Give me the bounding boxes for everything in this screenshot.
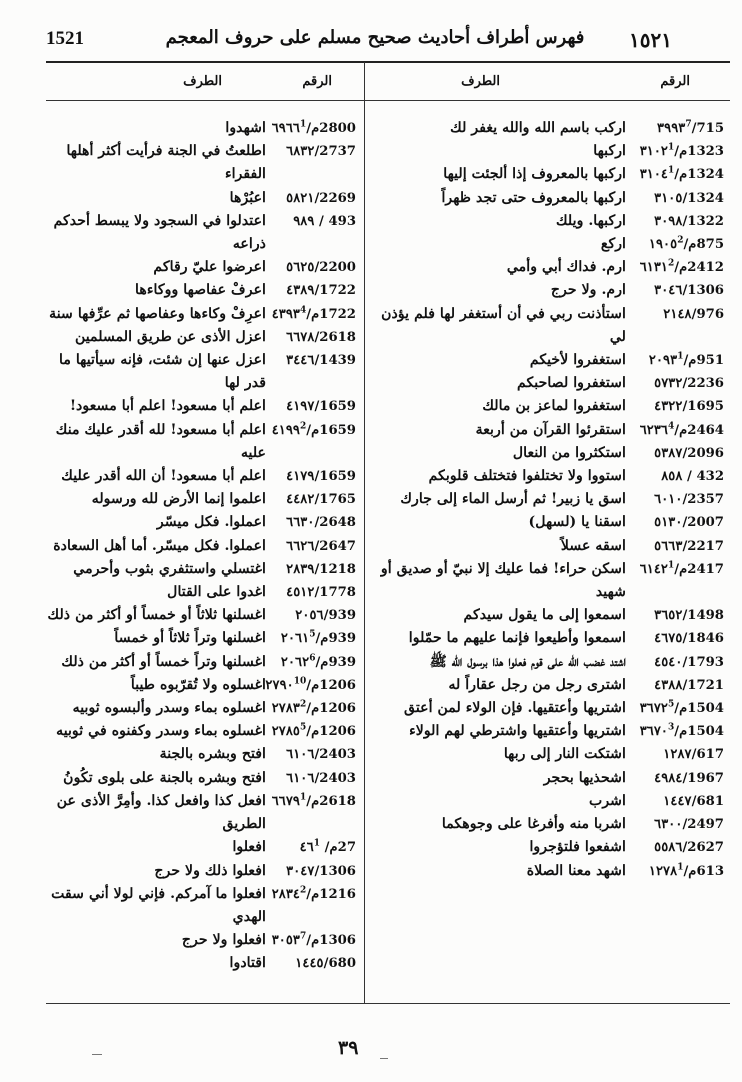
- entry-number-value: 1206م/٢٧٩٠: [265, 677, 356, 693]
- index-entry: [366, 349, 730, 372]
- index-entry: [46, 349, 362, 395]
- entry-number: [632, 256, 730, 279]
- entry-number-value: 2412م/٦١٣١: [639, 260, 724, 276]
- index-entry: [366, 210, 730, 233]
- entry-number-value: 951م/٢٠٩٣: [648, 353, 724, 369]
- entry-number: [632, 419, 730, 442]
- entry-number: [272, 187, 362, 210]
- entry-superscript: 1: [300, 119, 307, 130]
- entry-number: [272, 952, 362, 975]
- index-entry: [46, 488, 362, 511]
- entry-text: ارم. ولا حرج: [550, 282, 626, 299]
- entry-number: [632, 860, 730, 883]
- index-entry: [46, 465, 362, 488]
- entry-text: اغسلنها وتراً خمساً أو أكثر من ذلك: [61, 653, 266, 670]
- entry-text: اشهدوا: [225, 120, 266, 136]
- entry-number: [632, 187, 730, 210]
- entry-number: [272, 790, 362, 836]
- index-entry: [366, 651, 730, 674]
- entry-number-value: 2200/٥٦٢٥: [286, 260, 356, 276]
- entry-number-value: 2236/٥٧٣٢: [654, 376, 724, 392]
- entry-number: [632, 279, 730, 302]
- entry-text: اغسلوه بماء وسدر وألبسوه ثوبيه: [72, 700, 266, 717]
- entry-number: [632, 767, 730, 790]
- entry-superscript: 2: [300, 699, 307, 710]
- entry-number-value: 1206م/٢٧٨٣: [271, 701, 356, 717]
- entry-text: اشهد معنا الصلاة: [526, 862, 626, 879]
- entry-number: [632, 349, 730, 372]
- entry-text: اعلم أبا مسعود! اعلم أبا مسعود!: [69, 398, 266, 415]
- entry-text: استأذنت ربي في أن أستغفر لها فلم يؤذن لي: [381, 305, 626, 345]
- entry-superscript: 7: [300, 931, 307, 942]
- entry-number: [272, 836, 362, 859]
- index-entry: [46, 604, 362, 627]
- entry-text: اشربا منه وأفرغا على وجوهكما: [441, 816, 626, 833]
- entry-text: اغسلنها ثلاثاً أو خمساً أو أكثر من ذلك: [47, 607, 266, 624]
- entry-text: اعلم أبا مسعود! لله أقدر عليك منك عليه: [55, 421, 266, 461]
- index-entry: [366, 117, 730, 140]
- entry-number-value: 1306م/٣٠٥٣: [271, 933, 356, 949]
- index-entry: [46, 581, 362, 604]
- scan-mark: [92, 1054, 102, 1055]
- entry-text: اغسلوه بماء وسدر وكفنوه في ثوبيه: [56, 723, 266, 740]
- index-entry: [46, 535, 362, 558]
- entry-number: [272, 651, 362, 674]
- entry-list-right: [366, 100, 730, 883]
- entry-number: [632, 535, 730, 558]
- entry-number: [272, 767, 362, 790]
- entry-number: [272, 488, 362, 511]
- entry-number-value: 939م/٢٠٦٢: [280, 654, 356, 670]
- entry-number: [272, 279, 362, 302]
- entry-number: [632, 488, 730, 511]
- entry-text: اغسلوه ولا تُقرّبوه طيباً: [130, 676, 266, 693]
- entry-superscript: 1: [668, 560, 675, 571]
- entry-text: اعرفْ عفاصها ووكاءها: [135, 282, 266, 299]
- entry-superscript: 5: [309, 630, 316, 641]
- entry-number-value: 2007/٥١٣٠: [654, 515, 724, 531]
- entry-superscript: 2: [300, 885, 307, 896]
- index-entry: [366, 256, 730, 279]
- entry-number: [272, 627, 362, 650]
- entry-text: استغفروا لأخيكم: [529, 352, 626, 369]
- entry-text: اشترى رجل من رجل عقاراً له: [448, 676, 626, 693]
- index-entry: [366, 187, 730, 210]
- entry-number-value: 2096/٥٣٨٧: [654, 445, 724, 461]
- index-entry: [46, 187, 362, 210]
- entry-number: [272, 256, 362, 279]
- entry-number-value: 613م/١٢٧٨: [648, 863, 724, 879]
- entry-number: [272, 465, 362, 488]
- entry-text: اشفعوا فلتؤجروا: [529, 839, 626, 856]
- index-entry: [366, 511, 730, 534]
- entry-text: اركب باسم الله والله يغفر لك: [450, 120, 626, 136]
- entry-number-value: 1793/٤٥٤٠: [654, 654, 724, 670]
- index-column-left: [46, 62, 362, 1002]
- entry-number-value: 1778/٤٥١٢: [286, 585, 356, 601]
- index-entry: [366, 860, 730, 883]
- entry-number: [632, 303, 730, 349]
- scan-mark: [380, 1058, 388, 1059]
- index-entry: [46, 952, 362, 975]
- entry-number-value: 1722م/٤٣٩٣: [271, 306, 356, 322]
- entry-number-value: 2618/٦٦٧٨: [286, 329, 356, 345]
- entry-superscript: 5: [668, 699, 675, 710]
- index-entry: [46, 627, 362, 650]
- entry-number-value: 2648/٦٦٣٠: [286, 515, 356, 531]
- entry-superscript: 6: [309, 653, 316, 664]
- entry-number-value: 1721/٤٣٨٨: [654, 677, 724, 693]
- entry-number-value: 715/٣٩٩٣: [657, 121, 724, 136]
- entry-number-value: 2464م/٦٢٣٦: [639, 422, 724, 438]
- index-entry: [46, 256, 362, 279]
- footer-page-number: ٣٩: [338, 1037, 359, 1059]
- entry-number-value: 1659م/٤١٩٩: [271, 422, 356, 438]
- entry-text: استكثروا من النعال: [512, 444, 626, 461]
- entry-number-value: 1306/٣٠٤٦: [654, 283, 724, 299]
- entry-text: اركبها: [593, 143, 626, 160]
- entry-text: اعلموا إنما الأرض لله ورسوله: [91, 491, 266, 508]
- entry-text: ارم. فداك أبي وأمي: [506, 259, 626, 276]
- entry-number-value: 27م/ ٤٦: [299, 840, 356, 856]
- entry-number-value: 939م/٢٠٦١: [280, 631, 356, 647]
- entry-list-left: [46, 100, 362, 976]
- entry-number: [272, 349, 362, 395]
- entry-text: اغتسلي واستثفري بثوب وأحرمي: [73, 560, 266, 577]
- entry-number: [272, 883, 362, 929]
- entry-text: اشتد غضب الله على قوم فعلوا هذا برسول الله ﷺ: [429, 653, 626, 670]
- entry-superscript: 1: [677, 862, 684, 873]
- entry-text: استووا ولا تختلفوا فتختلف قلوبكم: [428, 468, 626, 485]
- entry-number-value: 432 / ٨٥٨: [661, 469, 724, 485]
- entry-number-value: 2737/٦٨٣٢: [286, 144, 356, 160]
- entry-text: اغدوا على القتال: [167, 584, 266, 601]
- text-column-header: الطرف: [183, 74, 222, 89]
- entry-number-value: 1216م/٢٨٣٤: [271, 886, 356, 902]
- index-entry: [46, 558, 362, 581]
- entry-text: اشتريها وأعتقيها واشترطي لهم الولاء: [409, 723, 626, 740]
- entry-number-value: 617/١٢٨٧: [663, 747, 724, 763]
- entry-number-value: 681/١٤٤٧: [663, 793, 724, 809]
- index-entry: [46, 860, 362, 883]
- entry-superscript: 4: [668, 421, 675, 432]
- entry-text: اعرِفْ وكاءها وعفاصها ثم عرِّفها سنة: [49, 305, 266, 322]
- entry-number: [272, 720, 362, 743]
- entry-number-value: 1967/٤٩٨٤: [654, 770, 724, 786]
- entry-text: اشحذيها بحجر: [543, 769, 626, 786]
- entry-superscript: 7: [685, 119, 692, 130]
- entry-text: افتح وبشره بالجنة على بلوى تكُونُ: [63, 769, 266, 786]
- entry-number: [632, 233, 730, 256]
- index-entry: [366, 419, 730, 442]
- entry-number-value: 1322/٣٠٩٨: [654, 213, 724, 229]
- index-entry: [366, 604, 730, 627]
- entry-number-value: 2357/٦٠١٠: [654, 492, 724, 508]
- entry-number: [272, 860, 362, 883]
- entry-number: [272, 395, 362, 418]
- entry-number: [632, 697, 730, 720]
- index-entry: [46, 303, 362, 326]
- index-entry: [366, 140, 730, 163]
- entry-number-value: 1695/٤٣٢٢: [654, 399, 724, 415]
- index-entry: [366, 743, 730, 766]
- entry-text: اسقه عسلاً: [560, 537, 626, 554]
- entry-number-value: 1659/٤١٧٩: [286, 469, 356, 485]
- entry-number-value: 1439/٣٤٤٦: [286, 353, 356, 369]
- entry-number: [272, 535, 362, 558]
- index-entry: [46, 117, 362, 140]
- entry-number-value: 2269/٥٨٢١: [286, 190, 356, 206]
- index-entry: [366, 674, 730, 697]
- entry-number: [272, 419, 362, 465]
- entry-text: اركبها بالمعروف حتى تجد ظهراً: [441, 189, 626, 206]
- entry-number: [272, 929, 362, 952]
- entry-text: اركبها بالمعروف إذا ألجئت إليها: [443, 166, 626, 183]
- index-entry: [366, 442, 730, 465]
- index-entry: [366, 767, 730, 790]
- number-column-header: الرقم: [660, 74, 690, 89]
- entry-superscript: 1: [300, 792, 307, 803]
- text-column-header: الطرف: [461, 74, 500, 89]
- entry-superscript: 3: [668, 722, 675, 733]
- entry-number: [272, 326, 362, 349]
- entry-superscript: 2: [668, 258, 675, 269]
- entry-text: افعلوا ولا حرج: [181, 932, 266, 949]
- column-divider: [364, 62, 365, 1003]
- entry-number: [632, 442, 730, 465]
- entry-number: [632, 651, 730, 674]
- entry-text: اسمعوا إلى ما يقول سيدكم: [463, 607, 626, 624]
- index-entry: [366, 465, 730, 488]
- page-number-latin: 1521: [46, 28, 84, 49]
- entry-number-value: 1324/٣١٠٥: [654, 190, 724, 206]
- entry-number: [632, 210, 730, 233]
- entry-text: اسكن حراء! فما عليك إلا نبيّ أو صديق أو شهيد: [380, 560, 626, 601]
- entry-superscript: 4: [300, 305, 307, 316]
- entry-number-value: 1722/٤٣٨٩: [286, 283, 356, 299]
- entry-number: [632, 372, 730, 395]
- entry-number-value: 1504م/٣٦٧٢: [639, 701, 724, 717]
- index-entry: [366, 233, 730, 256]
- column-header-right: [366, 62, 730, 100]
- entry-number-value: 1659/٤١٩٧: [286, 399, 356, 415]
- entry-number-value: 2627/٥٥٨٦: [654, 840, 724, 856]
- index-entry: [366, 627, 730, 650]
- entry-number-value: 1206م/٢٧٨٥: [271, 724, 356, 740]
- index-entry: [46, 511, 362, 534]
- entry-text: افعلوا ذلك ولا حرج: [154, 862, 266, 879]
- entry-number: [632, 140, 730, 163]
- entry-number: [632, 395, 730, 418]
- entry-number-value: 2647/٦٦٢٦: [286, 538, 356, 554]
- entry-number-value: 875م/١٩٠٥: [648, 237, 724, 253]
- entry-number-value: 939/٢٠٥٦: [295, 608, 356, 624]
- index-entry: [46, 790, 362, 836]
- entry-text: اعلم أبا مسعود! أن الله أقدر عليك: [61, 468, 266, 485]
- index-entry: [366, 813, 730, 836]
- index-entry: [46, 697, 362, 720]
- entry-number-value: 2403/٦١٠٦: [286, 770, 356, 786]
- index-entry: [366, 720, 730, 743]
- index-entry: [366, 558, 730, 604]
- entry-text: اشرب: [588, 792, 626, 809]
- entry-text: اعملوا. فكل ميسّر: [156, 514, 266, 531]
- index-entry: [46, 929, 362, 952]
- entry-number-value: 1765/٤٤٨٢: [286, 492, 356, 508]
- index-entry: [366, 279, 730, 302]
- table-bottom-rule: [46, 1003, 730, 1004]
- entry-text: اعرضوا عليّ رقاكم: [153, 259, 266, 276]
- entry-number: [632, 720, 730, 743]
- entry-number: [272, 140, 362, 186]
- index-entry: [366, 488, 730, 511]
- entry-text: اغسلنها وتراً ثلاثاً أو خمساً: [114, 630, 266, 647]
- number-column-header: الرقم: [302, 74, 332, 89]
- entry-superscript: 1: [313, 838, 321, 849]
- entry-number-value: 1323م/٣١٠٢: [639, 144, 724, 160]
- index-entry: [46, 674, 362, 697]
- entry-number: [632, 465, 730, 488]
- running-title: فهرس أطراف أحاديث صحيح مسلم على حروف المعجم: [165, 27, 585, 48]
- entry-superscript: 10: [293, 676, 307, 687]
- entry-number-value: 1306/٣٠٤٧: [286, 863, 356, 879]
- index-entry: [46, 210, 362, 256]
- entry-number: [632, 743, 730, 766]
- entry-number: [272, 511, 362, 534]
- entry-number-value: 493 / ٩٨٩: [293, 213, 356, 229]
- entry-superscript: 1: [668, 166, 675, 177]
- entry-text: اعملوا. فكل ميسّر. أما أهل السعادة: [53, 537, 266, 554]
- entry-text: اعتدلوا في السجود ولا يبسط أحدكم ذراعه: [53, 212, 266, 253]
- entry-number-value: 2618م/٦٦٧٩: [271, 793, 356, 809]
- page-number-arabic: ١٥٢١: [629, 28, 672, 52]
- entry-number: [632, 558, 730, 604]
- entry-number: [632, 627, 730, 650]
- entry-superscript: 2: [677, 235, 684, 246]
- entry-superscript: 1: [677, 351, 684, 362]
- entry-text: اطلعتُ في الجنة فرأيت أكثر أهلها الفقراء: [66, 143, 266, 183]
- entry-number: [632, 813, 730, 836]
- entry-number: [272, 743, 362, 766]
- page-header: [0, 0, 742, 62]
- entry-text: افعل كذا وافعل كذا. وأمِرَّ الأذى عن الطريق: [56, 792, 266, 833]
- index-entry: [366, 535, 730, 558]
- index-entry: [46, 326, 362, 349]
- entry-number-value: 2417م/٦١٤٢: [639, 561, 724, 577]
- index-entry: [366, 395, 730, 418]
- index-entry: [46, 767, 362, 790]
- index-column-right: [366, 62, 730, 1002]
- entry-text: استقرئوا القرآن من أربعة: [475, 421, 626, 438]
- entry-number: [272, 210, 362, 256]
- index-entry: [366, 697, 730, 720]
- entry-superscript: 1: [668, 142, 675, 153]
- entry-number: [632, 117, 730, 140]
- entry-number: [272, 604, 362, 627]
- entry-text: استغفروا لصاحبكم: [517, 375, 626, 392]
- entry-number: [632, 674, 730, 697]
- entry-number: [272, 697, 362, 720]
- column-header-left: [46, 62, 362, 100]
- entry-number: [272, 581, 362, 604]
- entry-text: اشتكت النار إلى ربها: [503, 746, 626, 763]
- entry-text: اعزل الأذى عن طريق المسلمين: [74, 328, 266, 345]
- index-entry: [46, 836, 362, 859]
- entry-text: اركبها. ويلك: [555, 212, 626, 229]
- entry-text: افعلوا ما آمركم. فإني لولا أني سقت الهدي: [51, 885, 266, 925]
- entry-number-value: 2403/٦١٠٦: [286, 747, 356, 763]
- entry-text: اسق يا زبير! ثم أرسل الماء إلى جارك: [400, 491, 626, 508]
- index-entry: [366, 303, 730, 349]
- entry-number-value: 1498/٣٦٥٢: [654, 608, 724, 624]
- entry-number-value: 1218/٢٨٣٩: [286, 561, 356, 577]
- entry-number: [272, 558, 362, 581]
- index-entry: [46, 883, 362, 929]
- entry-number-value: 1504م/٣٦٧٠: [639, 724, 724, 740]
- index-entry: [366, 836, 730, 859]
- entry-text: اعزل عنها إن شئت، فإنه سيأتيها ما قدر لها: [59, 352, 266, 392]
- entry-number: [272, 117, 362, 140]
- entry-text: اسمعوا وأطيعوا فإنما عليهم ما حمّلوا: [408, 630, 626, 647]
- entry-text: افعلوا: [232, 839, 266, 856]
- entry-number: [272, 303, 362, 326]
- index-entry: [46, 651, 362, 674]
- index-entry: [46, 395, 362, 418]
- index-entry: [46, 419, 362, 465]
- entry-number-value: 2800م/٦٩٦٦: [271, 121, 356, 136]
- entry-superscript: 2: [300, 421, 307, 432]
- entry-number: [632, 790, 730, 813]
- index-entry: [46, 279, 362, 302]
- entry-number: [632, 604, 730, 627]
- entry-superscript: 5: [300, 722, 307, 733]
- entry-number-value: 2497/٦٣٠٠: [654, 817, 724, 833]
- entry-number: [265, 674, 362, 697]
- entry-number-value: 1846/٤٦٧٥: [654, 631, 724, 647]
- index-entry: [366, 372, 730, 395]
- entry-number-value: 2217/٥٦٦٣: [654, 538, 724, 554]
- index-entry: [46, 140, 362, 186]
- entry-number: [632, 836, 730, 859]
- index-entry: [46, 743, 362, 766]
- entry-number: [632, 511, 730, 534]
- index-entry: [366, 163, 730, 186]
- entry-text: استغفروا لماعز بن مالك: [482, 398, 626, 415]
- entry-text: اقتادوا: [229, 955, 266, 972]
- entry-text: اركع: [600, 236, 626, 253]
- entry-text: افتح وبشره بالجنة: [159, 746, 266, 763]
- entry-text: اسقنا يا (لسهل): [528, 514, 626, 531]
- entry-text: اعبُرْها: [229, 189, 266, 206]
- entry-number-value: 1324م/٣١٠٤: [639, 167, 724, 183]
- entry-number-value: 976/٢١٤٨: [663, 306, 724, 322]
- entry-text: اشتريها وأعتقيها. فإن الولاء لمن أعتق: [404, 700, 626, 717]
- entry-number: [632, 163, 730, 186]
- index-entry: [366, 790, 730, 813]
- index-entry: [46, 720, 362, 743]
- entry-number-value: 680/١٤٤٥: [295, 956, 356, 972]
